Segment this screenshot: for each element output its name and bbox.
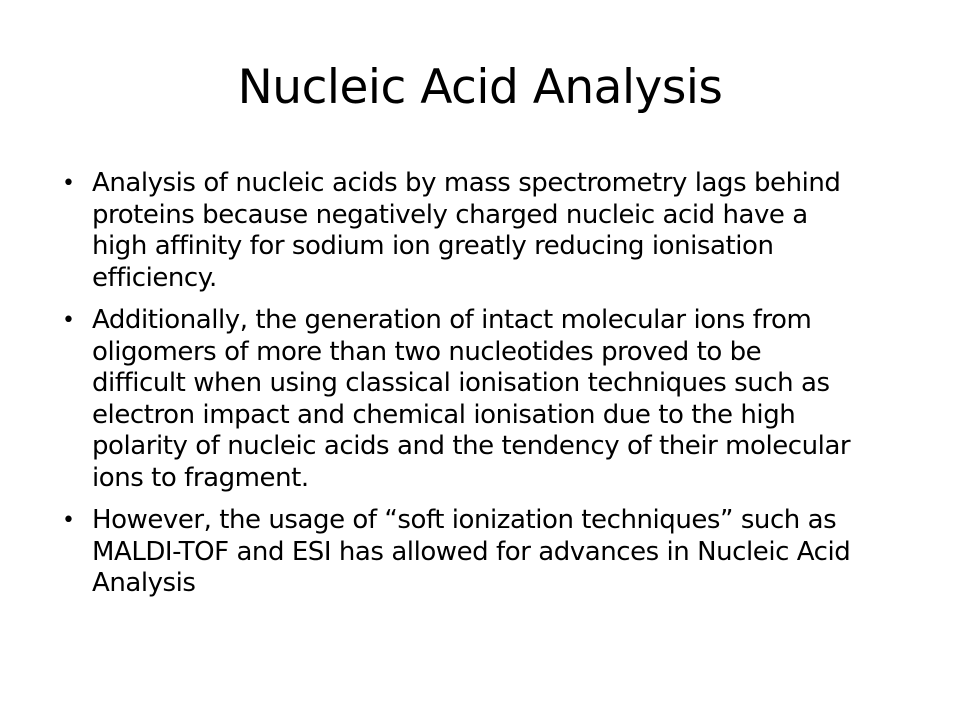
bullet-text: Analysis of nucleic acids by mass spectrometry lags behind proteins because negatively charged nucleic acid have a high affinity for sodium ion greatly reducing ionisation efficiency. (92, 168, 841, 293)
bullet-list (62, 168, 862, 611)
bullet-item (62, 305, 862, 494)
bullet-icon: • (62, 508, 75, 533)
bullet-text: However, the usage of “soft ionization techniques” such as MALDI-TOF and ESI has allowed for advances in Nucleic Acid Analysis (92, 505, 851, 598)
bullet-text: Additionally, the generation of intact molecular ions from oligomers of more than two nucleotides proved to be difficult when using classical ionisation techniques such as electron impact and chemical ionisation due to the high polarity of nucleic acids and the tendency of their molecular ions to fragment. (92, 305, 851, 493)
bullet-item (62, 168, 862, 294)
slide-title: Nucleic Acid Analysis (237, 60, 723, 115)
bullet-icon: • (62, 308, 75, 333)
bullet-item (62, 505, 862, 600)
bullet-icon: • (62, 171, 75, 196)
